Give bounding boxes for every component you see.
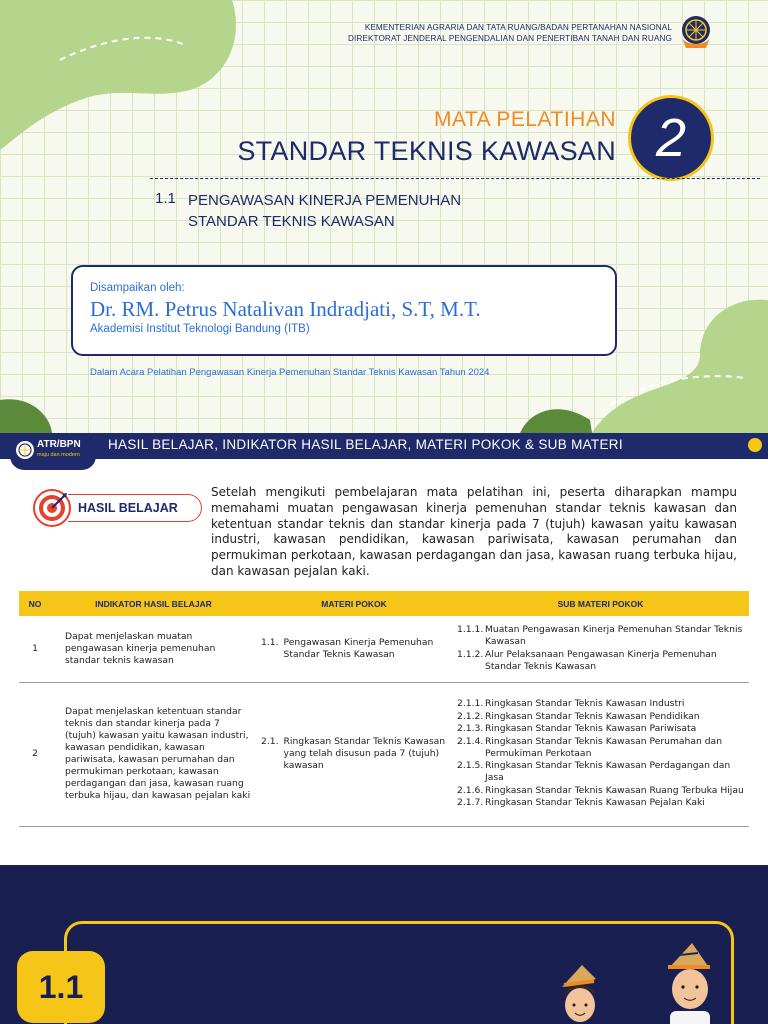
table-row	[19, 616, 749, 682]
sub-materi-item	[457, 698, 744, 710]
mata-pelatihan-number: 2	[628, 95, 714, 181]
materi-text: Pengawasan Kinerja Pemenuhan Standar Teknis Kawasan	[283, 636, 434, 660]
hasil-belajar-badge	[32, 488, 202, 528]
learning-outcomes-slide	[0, 433, 768, 865]
sub-materi-item	[457, 797, 744, 809]
sub-materi-code: 1.1.2.	[457, 648, 484, 660]
materi-text: Ringkasan Standar Teknis Kawasan yang telah disusun pada 7 (tujuh) kawasan	[283, 736, 446, 771]
brand-name: ATR/BPN	[37, 439, 81, 450]
cover-slide	[0, 0, 768, 433]
sub-materi-text: Alur Pelaksanaan Pengawasan Kinerja Pemenuhan Standar Teknis Kawasan	[485, 648, 717, 672]
table-row	[19, 682, 749, 826]
column-header-sub-materi: SUB MATERI POKOK	[452, 591, 749, 616]
sub-materi-cell	[452, 682, 749, 826]
brand-badge	[10, 436, 96, 470]
materi-code: 2.1.	[261, 736, 279, 747]
speaker-card	[71, 265, 617, 356]
sub-materi-text: Ringkasan Standar Teknis Kawasan Pendidikan	[485, 710, 700, 722]
materi-pokok-cell	[256, 616, 452, 682]
learning-outcomes-table	[19, 591, 749, 827]
sub-materi-item	[457, 736, 744, 760]
sub-topic-line-2: STANDAR TEKNIS KAWASAN	[188, 213, 395, 230]
materi-pokok-cell	[256, 682, 452, 826]
divider	[150, 178, 760, 179]
column-header-indikator: INDIKATOR HASIL BELAJAR	[51, 591, 256, 616]
sub-materi-item	[457, 723, 744, 735]
speaker-name: Dr. RM. Petrus Natalivan Indradjati, S.T, M.T.	[90, 297, 481, 321]
indikator-cell: Dapat menjelaskan muatan pengawasan kinerja pemenuhan standar teknis kawasan	[51, 616, 256, 682]
sub-materi-code: 2.1.7.	[457, 797, 484, 809]
sub-materi-code: 2.1.5.	[457, 760, 484, 772]
atr-bpn-logo	[676, 12, 716, 52]
sub-materi-text: Ringkasan Standar Teknis Kawasan Industri	[485, 698, 685, 710]
row-number: 1	[19, 616, 51, 682]
sub-materi-code: 2.1.4.	[457, 735, 484, 747]
sub-materi-item	[457, 711, 744, 723]
sub-materi-text: Ringkasan Standar Teknis Kawasan Ruang Terbuka Hijau	[485, 784, 744, 796]
ministry-line-2: DIREKTORAT JENDERAL PENGENDALIAN DAN PENERTIBAN TANAH DAN RUANG	[347, 34, 672, 43]
sub-materi-item	[457, 760, 744, 784]
sub-materi-item	[457, 649, 744, 673]
brand-tagline: maju dan modern	[37, 452, 80, 458]
indikator-cell: Dapat menjelaskan ketentuan standar teknis dan standar kinerja pada 7 (tujuh) kawasan yaitu kawasan industri, kawasan pendidikan, kawasan pariwisata, kawasan perumahan dan permukiman perkotaan, kawasan perdagangan dan jasa, kawasan ruang terbuka hijau, dan kawasan pejalan kaki	[51, 682, 256, 826]
slide-header	[0, 433, 768, 459]
column-header-no: NO	[19, 591, 51, 616]
row-number: 2	[19, 682, 51, 826]
sub-materi-text: Ringkasan Standar Teknis Kawasan Pariwisata	[485, 723, 697, 735]
sub-materi-text: Ringkasan Standar Teknis Kawasan Pejalan Kaki	[485, 797, 705, 809]
mata-pelatihan-title: STANDAR TEKNIS KAWASAN	[237, 136, 616, 166]
sub-materi-code: 2.1.3.	[457, 723, 484, 735]
presented-by-label: Disampaikan oleh:	[90, 282, 185, 294]
event-caption: Dalam Acara Pelatihan Pengawasan Kinerja Pemenuhan Standar Teknis Kawasan Tahun 2024	[90, 367, 490, 378]
sub-topic-code: 1.1	[155, 190, 176, 207]
sub-materi-text: Muatan Pengawasan Kinerja Pemenuhan Standar Teknis Kawasan	[485, 624, 743, 648]
materi-code: 1.1.	[261, 636, 279, 648]
hasil-belajar-text: Setelah mengikuti pembelajaran mata pelatihan ini, peserta diharapkan mampu memahami muatan pengawasan kinerja pemenuhan standar teknis kawasan dan ketentuan standar teknis dan standar kinerja pada 7 (tujuh) kawasan yaitu kawasan industri, kawasan pendidikan, kawasan pariwisata, kawasan perumahan dan permukiman perkotaan, kawasan perdagangan dan jasa, kawasan ruang terbuka hijau, dan kawasan pejalan kaki.	[211, 485, 737, 578]
target-icon	[32, 488, 72, 528]
sub-materi-item	[457, 785, 744, 797]
ministry-heading	[348, 22, 672, 44]
slide-header-title: HASIL BELAJAR, INDIKATOR HASIL BELAJAR, MATERI POKOK & SUB MATERI	[108, 437, 623, 452]
hasil-belajar-label: HASIL BELAJAR	[68, 494, 202, 522]
sub-topic-line-1: PENGAWASAN KINERJA PEMENUHAN	[188, 192, 462, 209]
section-number: 1.1	[17, 951, 105, 1023]
sub-materi-text: Ringkasan Standar Teknis Kawasan Perdagangan dan Jasa	[485, 760, 731, 784]
ministry-line-1: KEMENTERIAN AGRARIA DAN TATA RUANG/BADAN PERTANAHAN NASIONAL	[364, 23, 672, 32]
column-header-materi-pokok: MATERI POKOK	[256, 591, 452, 616]
speaker-institution: Akademisi Institut Teknologi Bandung (ITB)	[90, 323, 310, 335]
sub-materi-text: Ringkasan Standar Teknis Kawasan Perumahan dan Permukiman Perkotaan	[485, 735, 723, 759]
sub-materi-item	[457, 624, 744, 648]
sub-materi-code: 2.1.2.	[457, 710, 484, 722]
sub-materi-code: 1.1.1.	[457, 624, 484, 636]
mata-pelatihan-label: MATA PELATIHAN	[433, 108, 616, 131]
header-dot-icon	[748, 438, 762, 452]
sub-materi-code: 2.1.6.	[457, 784, 484, 796]
atr-bpn-logo	[14, 439, 36, 461]
sub-materi-code: 2.1.1.	[457, 698, 484, 710]
sub-topic-title	[188, 190, 548, 232]
character-illustration	[540, 935, 740, 1024]
sub-materi-cell	[452, 616, 749, 682]
section-slide	[0, 865, 768, 1024]
